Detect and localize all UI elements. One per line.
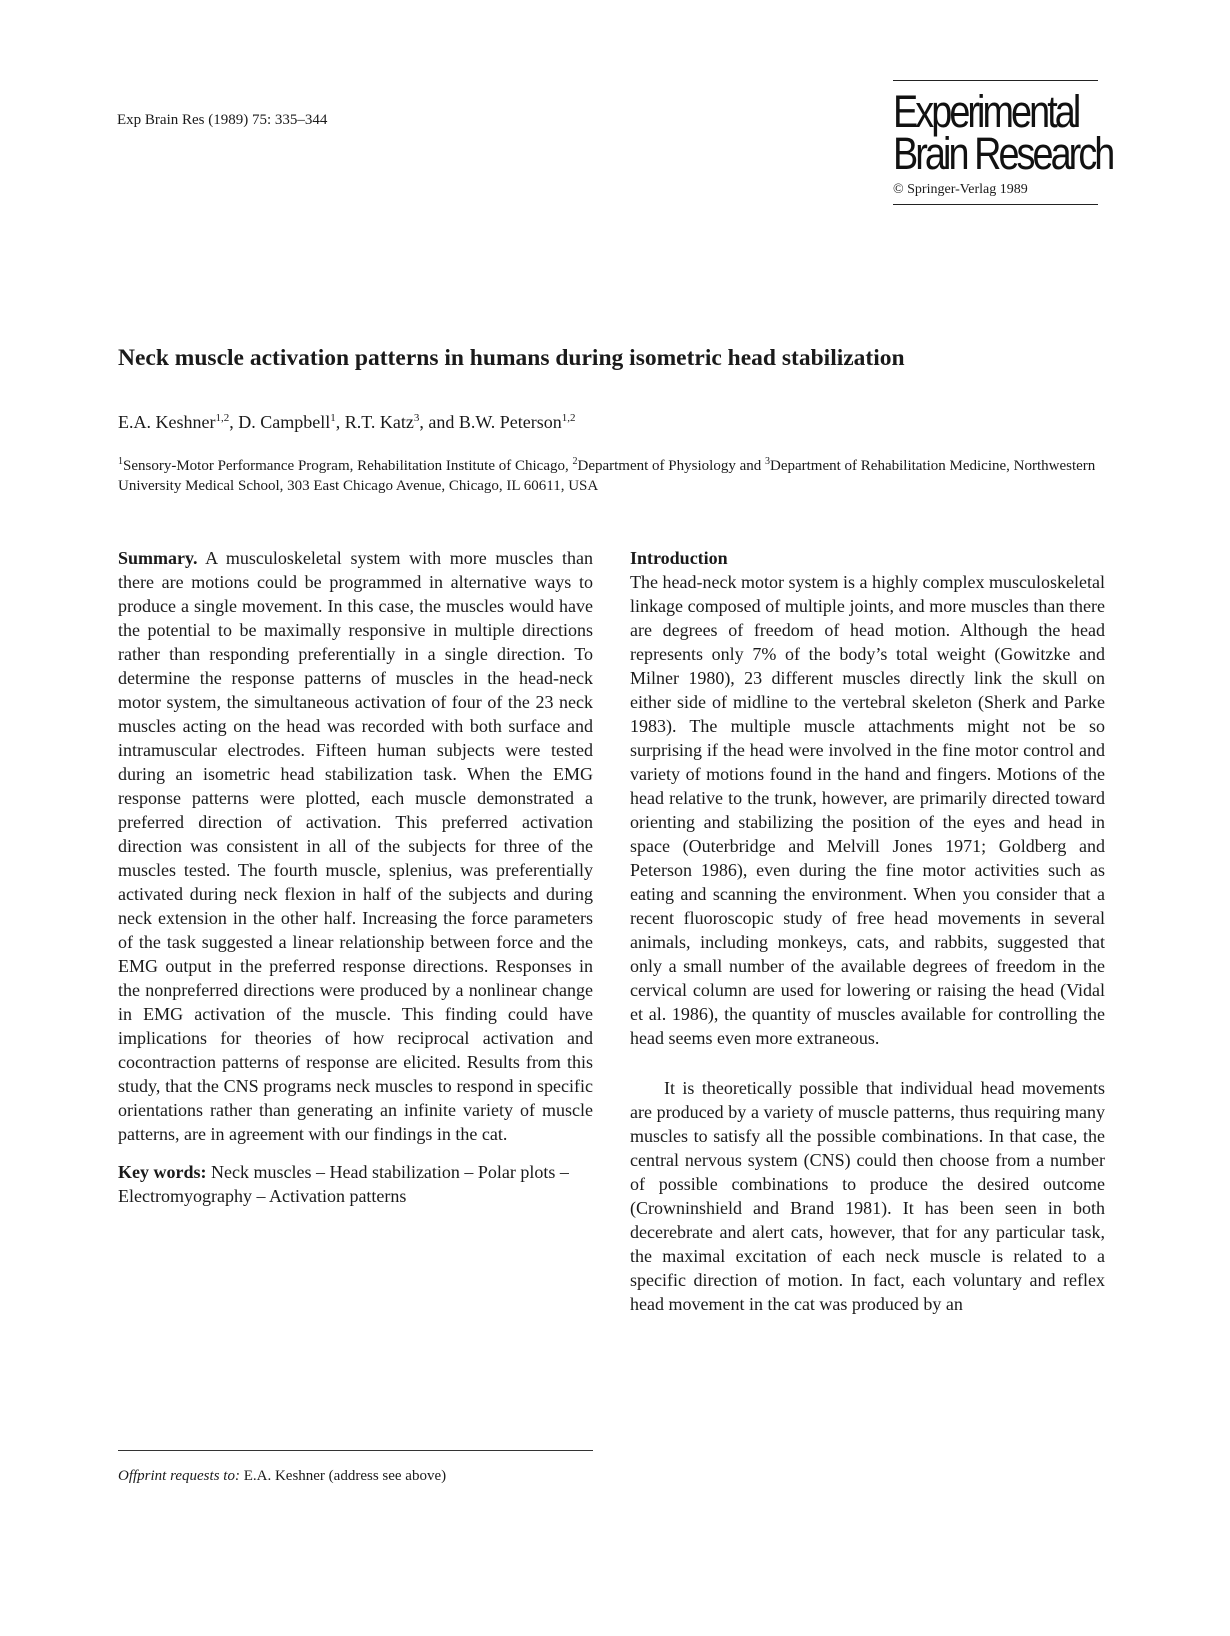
affiliation-text: Department of Rehabilitation Medicine, Northwestern University Medical School, 303 East Chicago Avenue, Chicago, IL 60611, USA bbox=[118, 458, 1096, 494]
right-column bbox=[630, 546, 1105, 1316]
affiliation-mark: 3 bbox=[764, 456, 770, 467]
summary-text: A musculoskeletal system with more muscles than there are motions could be programmed in alternative ways to produce a single movement. In this case, the muscles would have the potential to be maximally responsive in multiple directions rather than responding preferentially in a single direction. To determine the response patterns of muscles in the head-neck motor system, the simultaneous activation of four of the 23 neck muscles acting on the head was recorded with both surface and intramuscular electrodes. Fifteen human subjects were tested during an isometric head stabilization task. When the EMG response patterns were plotted, each muscle demonstrated a preferred direction of activation. This preferred activation direction was consistent in all of the subjects for three of the muscles tested. The fourth muscle, splenius, was preferentially activated during neck flexion in half of the subjects and during neck extension in the other half. Increasing the force parameters of the task suggested a linear relationship between force and the EMG output in the preferred response directions. Responses in the nonpreferred directions were produced by a nonlinear change in EMG activation of the muscle. This finding could have implications for theories of how reciprocal activation and cocontraction patterns of response are elicited. Results from this study, that the CNS programs neck muscles to respond in specific orientations rather than generating an infinite variety of muscle patterns, are in agreement with our findings in the cat. bbox=[118, 548, 593, 1144]
author-name: R.T. Katz bbox=[344, 412, 414, 432]
footnote-label: Offprint requests to: bbox=[118, 1468, 240, 1484]
affiliation-mark: 1 bbox=[118, 456, 123, 467]
introduction-heading: Introduction bbox=[630, 548, 728, 568]
introduction-paragraph-1: The head-neck motor system is a highly complex musculoskeletal linkage composed of multiple joints, and more muscles than there are degrees of freedom of head motion. Although the head represents only 7% of the body’s total weight (Gowitzke and Milner 1980), 23 different muscles directly link the skull on either side of midline to the vertebral skeleton (Sherk and Parke 1983). The multiple muscle attachments might not be so surprising if the head were involved in the fine motor control and variety of motions found in the hand and fingers. Motions of the head relative to the trunk, however, are primarily directed toward orienting and stabilizing the position of the eyes and head in space (Outerbridge and Melvill Jones 1971; Goldberg and Peterson 1986), even during the fine motor activities such as eating and scanning the environment. When you consider that a recent fluoroscopic study of free head movements in several animals, including monkeys, cats, and rabbits, suggested that only a small number of the available degrees of freedom in the cervical column are used for lowering or raising the head (Vidal et al. 1986), the quantity of muscles available for controlling the head seems even more extraneous. bbox=[630, 572, 1105, 1048]
logo-line-2: Brain Research bbox=[893, 128, 1113, 179]
affiliation-text: Sensory-Motor Performance Program, Rehabilitation Institute of Chicago, bbox=[123, 458, 573, 474]
logo-top-rule bbox=[893, 80, 1098, 81]
author-separator: , bbox=[335, 412, 345, 432]
paper-title: Neck muscle activation patterns in humans during isometric head stabilization bbox=[118, 345, 905, 371]
author-list bbox=[118, 412, 575, 433]
author-separator: , and bbox=[419, 412, 459, 432]
journal-logo-block bbox=[893, 80, 1113, 205]
summary-label: Summary. bbox=[118, 548, 198, 568]
logo-bottom-rule bbox=[893, 204, 1098, 205]
keywords-paragraph bbox=[118, 1160, 593, 1208]
author-name: D. Campbell bbox=[238, 412, 331, 432]
summary-paragraph bbox=[118, 546, 593, 1146]
keywords-label: Key words: bbox=[118, 1162, 207, 1182]
author-affiliation-mark: 3 bbox=[413, 412, 420, 424]
introduction-paragraph-2: It is theoretically possible that individual head movements are produced by a variety of muscle patterns, thus requiring many muscles to satisfy all the possible combinations. In that case, the central nervous system (CNS) could then choose from a number of possible combinations to produce the desired outcome (Crowninshield and Brand 1981). It has been seen in both decerebrate and alert cats, however, that for any particular task, the maximal excitation of each neck muscle is related to a specific direction of motion. In fact, each voluntary and reflex head movement in the cat was produced by an bbox=[630, 1078, 1105, 1314]
author-name: B.W. Peterson bbox=[458, 412, 562, 432]
author-name: E.A. Keshner bbox=[118, 412, 216, 432]
author-affiliation-mark: 1,2 bbox=[215, 412, 230, 424]
affiliation-text: Department of Physiology and bbox=[577, 458, 765, 474]
offprint-footnote bbox=[118, 1468, 446, 1485]
footnote-divider bbox=[118, 1450, 593, 1451]
journal-logo bbox=[893, 86, 1113, 179]
left-column bbox=[118, 546, 593, 1208]
author-separator: , bbox=[229, 412, 239, 432]
affiliation-mark: 2 bbox=[572, 456, 578, 467]
keywords-text: Neck muscles – Head stabilization – Polar plots – Electromyography – Activation patterns bbox=[118, 1162, 569, 1206]
footnote-text: E.A. Keshner (address see above) bbox=[243, 1468, 447, 1484]
author-affiliation-mark: 1 bbox=[330, 412, 336, 424]
copyright-notice: © Springer-Verlag 1989 bbox=[893, 182, 1028, 197]
author-affiliation-mark: 1,2 bbox=[561, 412, 576, 424]
affiliations bbox=[118, 452, 1098, 496]
logo-line-1: Experimental bbox=[893, 86, 1079, 137]
journal-citation: Exp Brain Res (1989) 75: 335–344 bbox=[117, 112, 328, 128]
